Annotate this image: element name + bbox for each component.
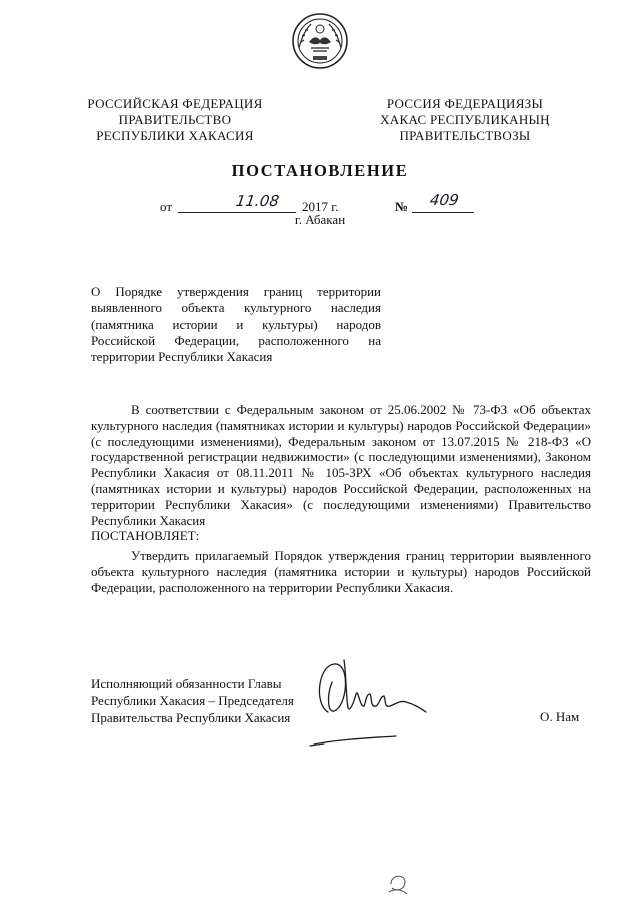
date-prefix: от [160, 199, 173, 214]
page-stamp-mark [383, 866, 413, 896]
signer-block [91, 675, 331, 726]
body-paragraph-2 [91, 548, 591, 595]
header-right-line-2: ХАКАС РЕСПУБЛИКАНЫҢ [380, 112, 550, 127]
handwritten-date: 11.08 [234, 192, 281, 210]
document-subject: О Порядке утверждения границ территории выявленного объекта культурного наследия (памятника истории и культуры) народов Российской Федерации, расположенного на территории Республики Хакасия [91, 284, 381, 365]
city-label: г. Абакан [294, 212, 346, 227]
header-right-line-3: ПРАВИТЕЛЬСТВОЗЫ [399, 128, 531, 143]
header-left-line-1: РОССИЙСКАЯ ФЕДЕРАЦИЯ [87, 96, 263, 111]
header-right-line-1: РОССИЯ ФЕДЕРАЦИЯЗЫ [386, 96, 544, 111]
resolution-text: Утвердить прилагаемый Порядок утверждения границ территории выявленного объекта культурного наследия (памятника истории и культуры) народов Российской Федерации, расположенного на территории Республики Хакасия. [91, 548, 591, 595]
signer-title-line-2: Республики Хакасия – Председателя [91, 693, 294, 708]
signer-title-line-3: Правительства Республики Хакасия [91, 710, 291, 725]
body-paragraph-1 [91, 402, 591, 544]
resolves-label: ПОСТАНОВЛЯЕТ: [91, 528, 200, 544]
year-label: 2017 г. [302, 199, 339, 214]
handwritten-number: 409 [428, 191, 460, 209]
header-left-ru [80, 96, 270, 144]
header-left-line-3: РЕСПУБЛИКИ ХАКАСИЯ [96, 128, 254, 143]
header-left-line-2: ПРАВИТЕЛЬСТВО [118, 112, 232, 127]
signer-title-line-1: Исполняющий обязанности Главы [91, 676, 282, 691]
number-label: № [395, 199, 409, 214]
handwritten-signature [300, 652, 430, 752]
preamble-text: В соответствии с Федеральным законом от 25.06.2002 № 73-ФЗ «Об объектах культурного наследия (памятниках истории и культуры) народов Российской Федерации» (с последующими изменениями), Федеральным законом от 13.07.2015 № 218-ФЗ «О государственной регистрации недвижимости» (с последующими изменениями), Законом Республики Хакасия от 08.11.2011 № 105-ЗРХ «Об объектах культурного наследия (памятниках истории и культуры) народов Российской Федерации, расположенных на территории Республики Хакасия» (с последующими изменениями) Правительство Республики Хакасия [91, 402, 591, 528]
header-right-khakas [370, 96, 560, 144]
document-title: ПОСТАНОВЛЕНИЕ [231, 161, 409, 180]
signer-name: О. Нам [540, 709, 580, 724]
coat-of-arms-emblem [291, 12, 349, 70]
